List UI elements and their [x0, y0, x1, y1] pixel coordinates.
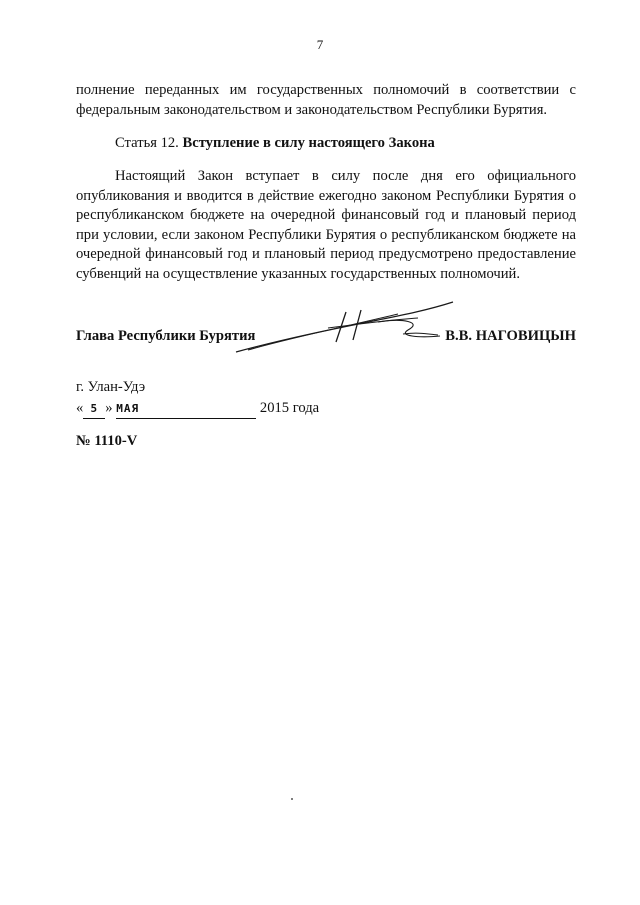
article-heading	[115, 134, 435, 153]
place-of-signing: г. Улан-Удэ	[76, 379, 146, 395]
article-title: Вступление в силу настоящего Закона	[182, 135, 435, 151]
date-close-quote: »	[105, 400, 113, 416]
paragraph-continuation: полнение переданных им государственных полномочий в соответствии с федеральным законодательством и законодательством Республики Бурятия.	[76, 82, 576, 118]
date-year: 2015 года	[259, 400, 320, 416]
page-number: 7	[316, 37, 324, 52]
date-month: МАЯ	[116, 402, 140, 415]
article-body: Настоящий Закон вступает в силу после дня его официального опубликования и вводится в действие ежегодно законом Республики Бурятия о республиканском бюджете на очередной финансовый год и плановый период при условии, если законом Республики Бурятия о республиканском бюджете на очередной финансовый год и плановый период предусмотрено предоставление субвенций на осуществление указанных государственных полномочий.	[76, 168, 576, 282]
date-open-quote: «	[76, 400, 84, 416]
article-number: Статья 12.	[115, 135, 179, 151]
law-number: № 1110-V	[76, 433, 138, 449]
signatory-position: Глава Республики Бурятия	[76, 328, 256, 344]
date-day: 5	[90, 402, 99, 415]
scan-speck	[291, 798, 293, 800]
signing-date	[76, 399, 319, 419]
signatory-name: В.В. НАГОВИЦЫН	[445, 328, 576, 344]
handwritten-signature	[228, 298, 468, 358]
